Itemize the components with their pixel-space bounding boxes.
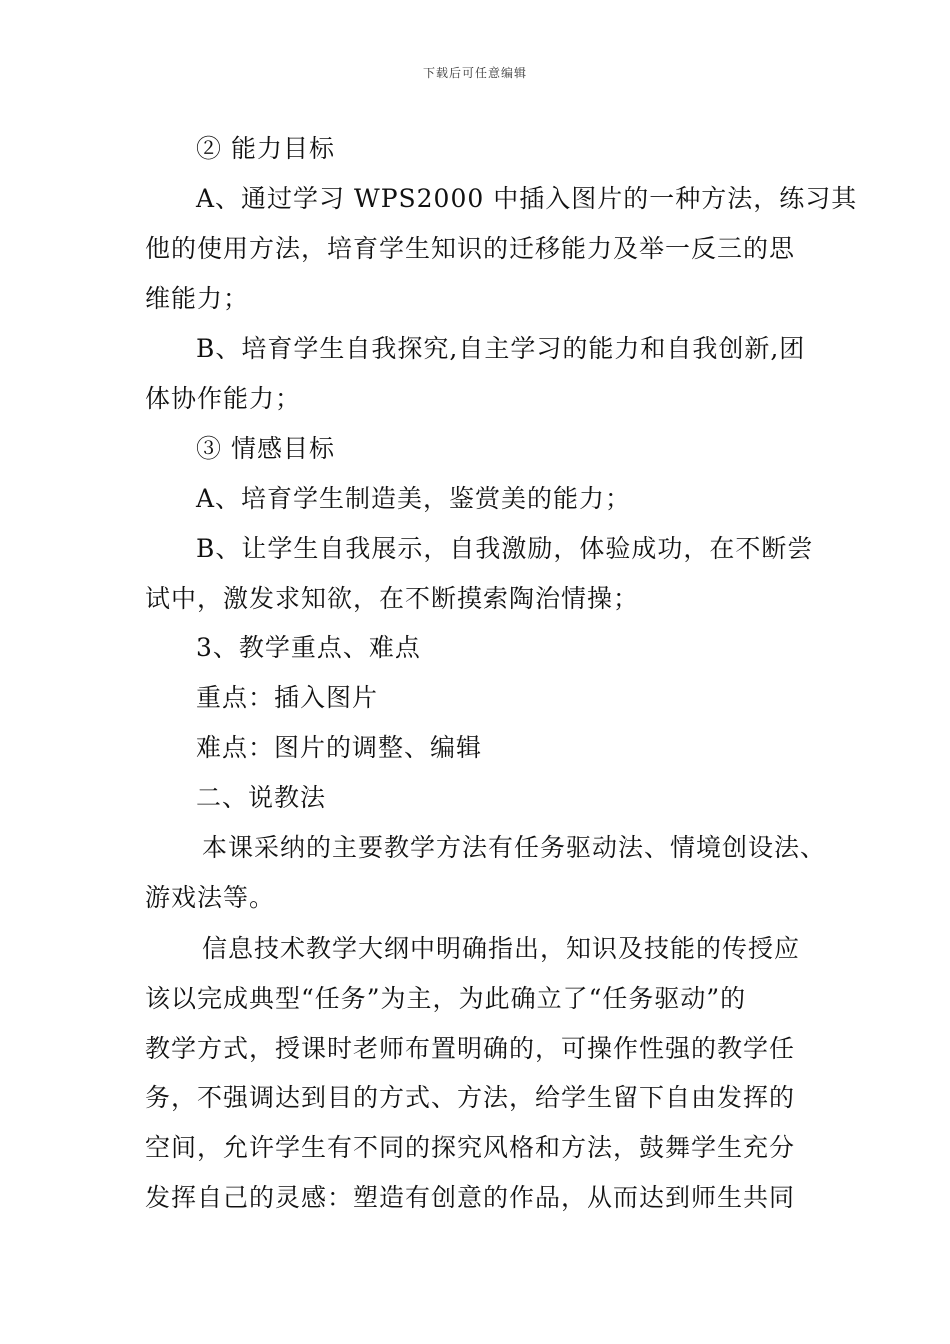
section-key-points: 3、教学重点、难点 bbox=[196, 633, 421, 662]
paragraph-line: 重点：插入图片 bbox=[196, 683, 379, 712]
paragraph-line: 务，不强调达到目的方式、方法，给学生留下自由发挥的 bbox=[145, 1083, 796, 1112]
page-header: 下载后可任意编辑 bbox=[422, 66, 527, 80]
paragraph-line: 该以完成典型“任务”为主，为此确立了“任务驱动”的 bbox=[145, 984, 747, 1013]
paragraph-line: 体协作能力； bbox=[145, 384, 302, 413]
paragraph-line: 信息技术教学大纲中明确指出，知识及技能的传授应 bbox=[202, 934, 801, 963]
paragraph-line: A、培育学生制造美，鉴赏美的能力； bbox=[196, 484, 632, 513]
paragraph-line: 本课采纳的主要教学方法有任务驱动法、情境创设法、 bbox=[202, 833, 827, 862]
paragraph-line: 维能力； bbox=[145, 284, 250, 313]
paragraph-line: 游戏法等。 bbox=[145, 883, 276, 912]
paragraph-line: B、培育学生自我探究,自主学习的能力和自我创新,团 bbox=[196, 334, 806, 363]
paragraph-line: 空间，允许学生有不同的探究风格和方法，鼓舞学生充分 bbox=[145, 1133, 796, 1162]
section-emotion-goal: ③ 情感目标 bbox=[196, 434, 335, 463]
paragraph-line: 难点：图片的调整、编辑 bbox=[196, 733, 483, 762]
paragraph-line: B、让学生自我展示，自我激励，体验成功，在不断尝 bbox=[196, 534, 814, 563]
paragraph-line: A、通过学习 WPS2000 中插入图片的一种方法，练习其 bbox=[196, 184, 858, 213]
paragraph-line: 发挥自己的灵感：塑造有创意的作品，从而达到师生共同 bbox=[145, 1183, 796, 1212]
paragraph-line: 他的使用方法，培育学生知识的迁移能力及举一反三的思 bbox=[145, 234, 796, 263]
section-ability-goal: ② 能力目标 bbox=[196, 134, 335, 163]
section-teaching-method: 二、说教法 bbox=[196, 783, 327, 812]
paragraph-line: 试中，激发求知欲，在不断摸索陶治情操； bbox=[145, 584, 640, 613]
paragraph-line: 教学方式，授课时老师布置明确的，可操作性强的教学任 bbox=[145, 1034, 796, 1063]
